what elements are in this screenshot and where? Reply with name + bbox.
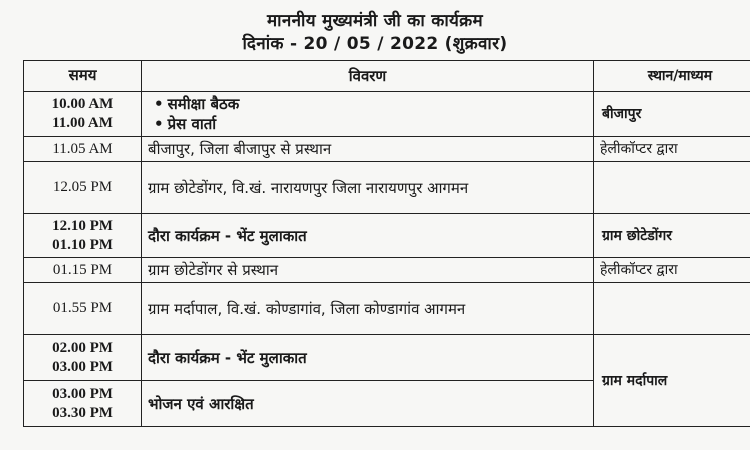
time-start: 03.00 PM (52, 385, 113, 402)
time-cell (24, 381, 142, 427)
location-cell: बीजापुर (594, 92, 750, 137)
table-row (24, 214, 750, 258)
time-cell: 12.05 PM (24, 162, 142, 214)
location-cell: हेलीकॉप्टर द्वारा (594, 258, 750, 283)
time-end: 11.00 AM (52, 115, 113, 131)
description-cell: बीजापुर, जिला बीजापुर से प्रस्थान (142, 137, 594, 162)
time-start: 10.00 AM (51, 96, 114, 112)
description-item: प्रेस वार्ता (167, 115, 217, 133)
location-cell: ग्राम मर्दापाल (594, 335, 750, 427)
location-cell: ग्राम छोटेडोंगर (594, 214, 750, 258)
document-header (0, 10, 750, 56)
time-start: 12.10 PM (52, 217, 113, 234)
time-cell: 11.05 AM (24, 137, 142, 162)
location-cell: हेलीकॉप्टर द्वारा (594, 137, 750, 162)
description-cell: ग्राम मर्दापाल, वि.खं. कोण्डागांव, जिला कोण्डागांव आगमन (142, 283, 594, 335)
time-end: 01.10 PM (52, 236, 113, 253)
time-cell: 01.15 PM (24, 258, 142, 283)
bullet-icon: • (154, 115, 164, 133)
description-cell: ग्राम छोटेडोंगर, वि.खं. नारायणपुर जिला नारायणपुर आगमन (142, 162, 594, 214)
column-header-description: विवरण (142, 61, 594, 92)
page-title: माननीय मुख्यमंत्री जी का कार्यक्रम (266, 11, 484, 31)
bullet-icon: • (154, 95, 164, 113)
column-header-location: स्थान/माध्यम (594, 61, 750, 92)
schedule-table (23, 60, 750, 427)
time-cell (24, 214, 142, 258)
column-header-time: समय (24, 61, 142, 92)
time-start: 02.00 PM (52, 339, 113, 356)
time-cell (24, 335, 142, 381)
description-cell: दौरा कार्यक्रम - भेंट मुलाकात (142, 214, 594, 258)
description-cell (142, 92, 594, 137)
description-cell: दौरा कार्यक्रम - भेंट मुलाकात (142, 335, 594, 381)
description-cell: ग्राम छोटेडोंगर से प्रस्थान (142, 258, 594, 283)
table-header-row (24, 61, 750, 92)
table-row (24, 258, 750, 283)
time-end: 03.00 PM (52, 358, 113, 375)
table-row (24, 92, 750, 137)
time-end: 03.30 PM (52, 404, 113, 421)
table-row (24, 283, 750, 335)
date-line: दिनांक - 20 / 05 / 2022 (शुक्रवार) (242, 34, 508, 54)
description-item: समीक्षा बैठक (167, 95, 240, 113)
location-cell (594, 162, 750, 214)
table-row (24, 162, 750, 214)
time-cell (24, 92, 142, 137)
location-cell (594, 283, 750, 335)
table-row (24, 137, 750, 162)
table-row (24, 335, 750, 381)
time-cell: 01.55 PM (24, 283, 142, 335)
description-cell: भोजन एवं आरक्षित (142, 381, 594, 427)
